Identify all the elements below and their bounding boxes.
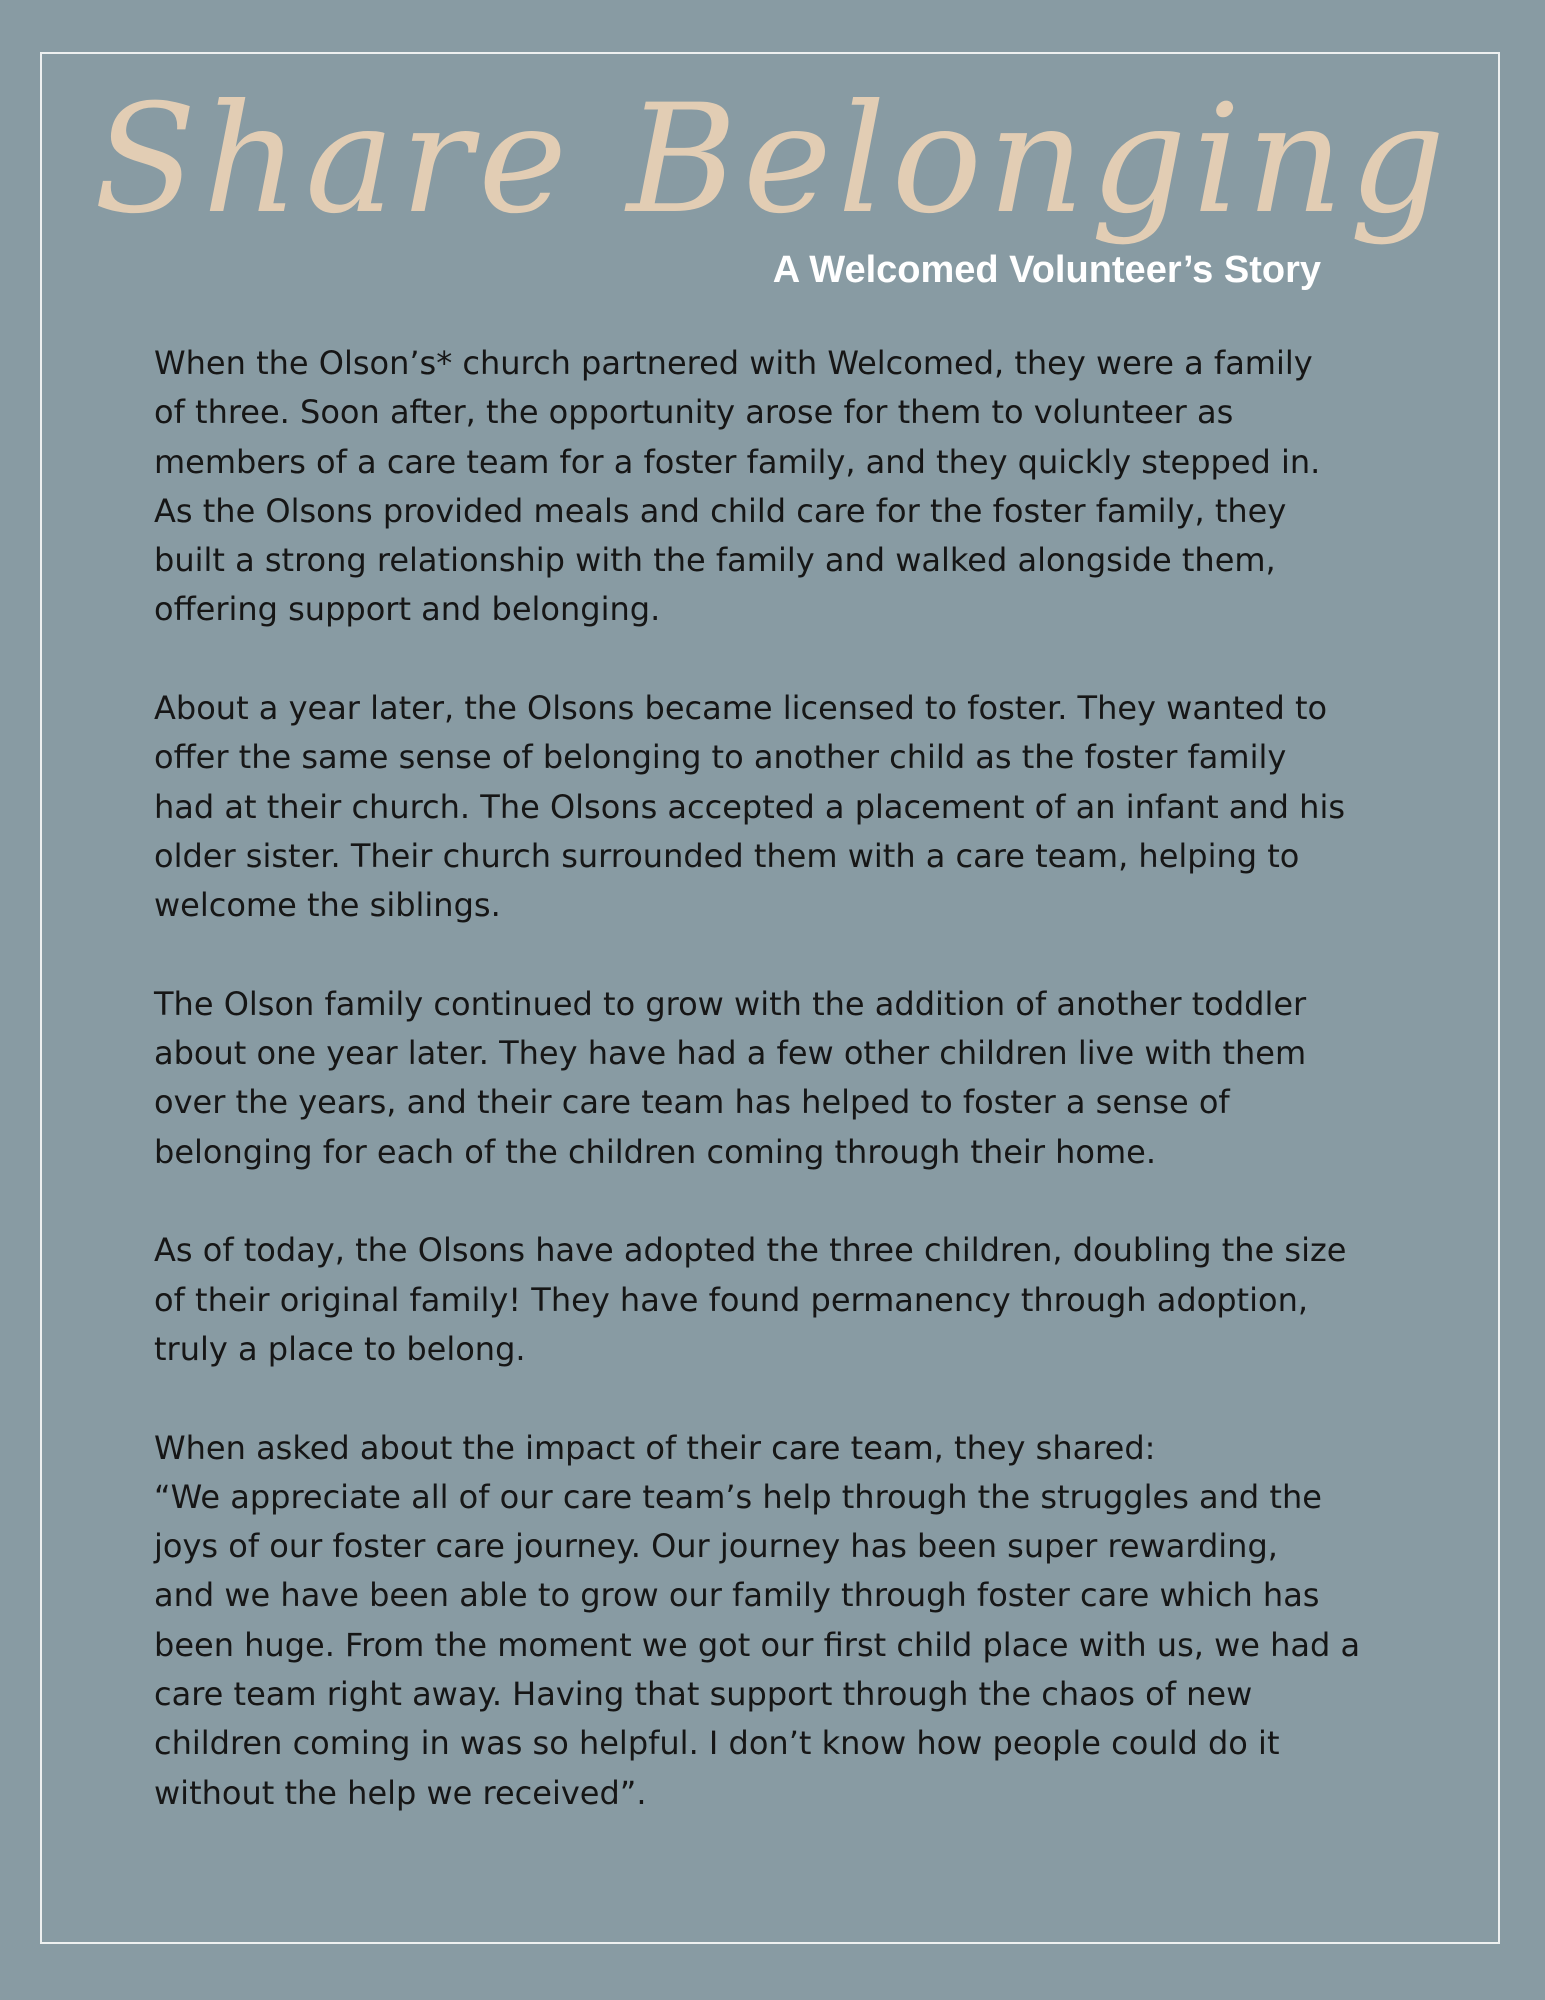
- paragraph-3: [154, 980, 1399, 1177]
- text-line: As of today, the Olsons have adopted the three children, doubling the size: [154, 1231, 1347, 1270]
- text-line: of three. Soon after, the opportunity arose for them to volunteer as: [154, 393, 1234, 432]
- text-line: welcome the siblings.: [154, 886, 501, 925]
- text-line: members of a care team for a foster family, and they quickly stepped in.: [154, 442, 1321, 481]
- text-line: offer the same sense of belonging to another child as the foster family: [154, 738, 1287, 777]
- text-line: “We appreciate all of our care team’s help through the struggles and the: [154, 1477, 1322, 1516]
- text-line: offering support and belonging.: [154, 590, 661, 629]
- text-line: over the years, and their care team has helped to foster a sense of: [154, 1083, 1230, 1122]
- text-line: joys of our foster care journey. Our journey has been super rewarding,: [154, 1527, 1278, 1566]
- paragraph-1: [154, 339, 1399, 635]
- text-line: belonging for each of the children coming through their home.: [154, 1132, 1157, 1171]
- text-line: As the Olsons provided meals and child care for the foster family, they: [154, 491, 1287, 530]
- text-line: children coming in was so helpful. I don’t know how people could do it: [154, 1724, 1280, 1763]
- text-line: older sister. Their church surrounded them with a care team, helping to: [154, 836, 1300, 875]
- text-line: When the Olson’s* church partnered with Welcomed, they were a family: [154, 344, 1313, 382]
- text-line: been huge. From the moment we got our first child place with us, we had a: [154, 1625, 1361, 1664]
- text-line: had at their church. The Olsons accepted a placement of an infant and his: [154, 787, 1345, 826]
- paragraph-2: [154, 684, 1399, 930]
- text-line: of their original family! They have found permanency through adoption,: [154, 1280, 1309, 1319]
- text-line: When asked about the impact of their care team, they shared:: [154, 1428, 1156, 1467]
- script-title: Share Belonging: [93, 73, 1452, 247]
- text-line: without the help we received”.: [154, 1773, 647, 1812]
- story-body: [154, 339, 1399, 1867]
- text-line: About a year later, the Olsons became licensed to foster. They wanted to: [154, 689, 1328, 728]
- text-line: care team right away. Having that support through the chaos of new: [154, 1675, 1253, 1714]
- text-line: The Olson family continued to grow with the addition of another toddler: [154, 984, 1307, 1023]
- text-line: truly a place to belong.: [154, 1329, 526, 1368]
- text-line: and we have been able to grow our family through foster care which has: [154, 1576, 1320, 1615]
- text-line: about one year later. They have had a few other children live with them: [154, 1034, 1307, 1073]
- paragraph-4: [154, 1226, 1399, 1374]
- subtitle: A Welcomed Volunteer’s Story: [772, 249, 1321, 291]
- paragraph-5: [154, 1424, 1399, 1818]
- text-line: built a strong relationship with the family and walked alongside them,: [154, 541, 1276, 580]
